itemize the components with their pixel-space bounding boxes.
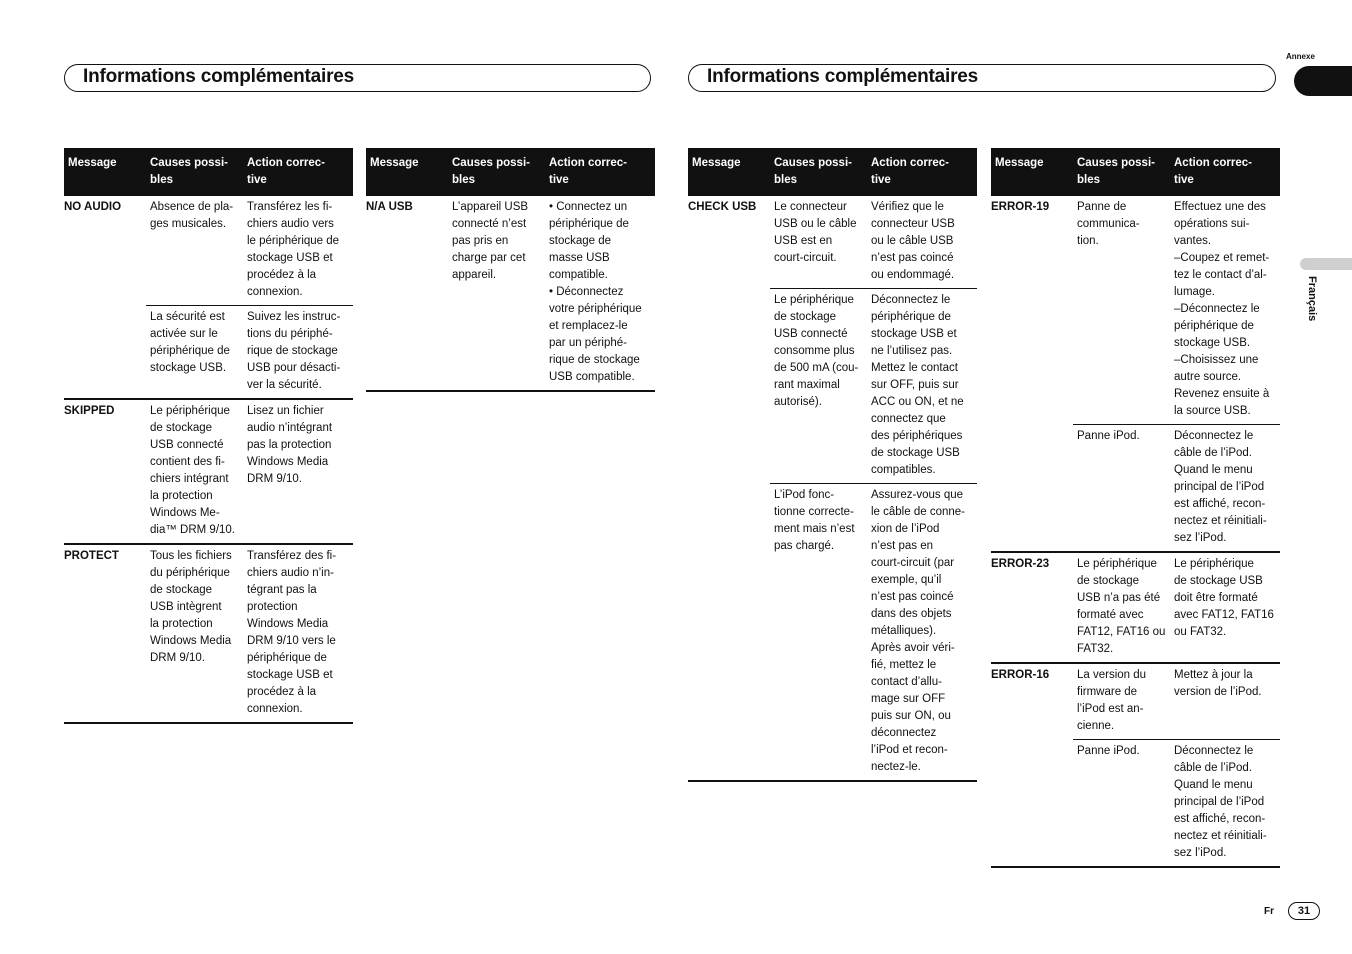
- corrective-action: Vérifiez que le connecteur USB ou le câble USB n’est pas coincé ou endommagé.: [871, 201, 955, 281]
- table-row: [64, 398, 353, 543]
- corrective-action: Assurez-vous que le câble de conne- xion de l’iPod n’est pas en court-circuit (par exemple, qu’il n’est pas coincé dans des objets métalliques). Après avoir véri- fié, mettez le contact d’allu- mage sur OFF puis sur ON, ou déconnectez l’iPod et recon- nectez-le.: [871, 489, 965, 773]
- table-header-row: [688, 148, 977, 196]
- cause-action-pair: [1073, 664, 1280, 739]
- error-message-code: SKIPPED: [64, 405, 115, 417]
- table-body: [64, 196, 353, 722]
- header-causes: Causes possi- bles: [150, 157, 228, 186]
- header-action: Action correc- tive: [1174, 157, 1252, 186]
- header-action: Action correc- tive: [549, 157, 627, 186]
- error-table-3: [688, 148, 977, 782]
- row-details: [146, 196, 353, 398]
- possible-cause: La sécurité est activée sur le périphérique de stockage USB.: [150, 311, 230, 374]
- table-row: [64, 543, 353, 722]
- possible-cause: La version du firmware de l’iPod est an- cienne.: [1077, 669, 1147, 732]
- row-details: [448, 196, 655, 390]
- table-row: [991, 662, 1280, 866]
- cause-action-pair: [770, 196, 977, 288]
- corrective-action: Transférez les fi- chiers audio vers le périphérique de stockage USB et procédez à la connexion.: [247, 201, 340, 298]
- table-row: [366, 196, 655, 390]
- possible-cause: Le périphérique de stockage USB connecté consomme plus de 500 mA (cou- rant maximal autorisé).: [774, 294, 859, 408]
- table-row: [991, 551, 1280, 662]
- corrective-action: Le périphérique de stockage USB doit être formaté avec FAT12, FAT16 ou FAT32.: [1174, 558, 1274, 638]
- error-message-code: N/A USB: [366, 201, 413, 213]
- header-message: Message: [370, 157, 419, 169]
- header-causes: Causes possi- bles: [1077, 157, 1155, 186]
- error-message-code: ERROR-19: [991, 201, 1050, 213]
- header-message: Message: [995, 157, 1044, 169]
- possible-cause: Panne iPod.: [1077, 745, 1140, 757]
- left-page-title: Informations complémentaires: [83, 66, 355, 87]
- row-details: [1073, 553, 1280, 662]
- table-body: [991, 196, 1280, 866]
- error-table-4: [991, 148, 1280, 868]
- cause-action-pair: [1073, 739, 1280, 866]
- row-details: [1073, 664, 1280, 866]
- corrective-action: Effectuez une des opérations sui- vantes. –Coupez et remet- tez le contact d’al- lumage. –Déconnectez le périphérique de stockage USB. –Choisissez une autre source. Revenez ensuite à la source USB.: [1174, 201, 1270, 417]
- cause-action-pair: [146, 545, 353, 722]
- header-action: Action correc- tive: [247, 157, 325, 186]
- right-page-title: Informations complémentaires: [707, 66, 979, 87]
- row-details: [770, 196, 977, 780]
- cause-action-pair: [1073, 424, 1280, 551]
- annexe-label: Annexe: [1286, 52, 1315, 61]
- table-header-row: [64, 148, 353, 196]
- page-number: 31: [1288, 902, 1320, 920]
- error-message-code: CHECK USB: [688, 201, 757, 213]
- corrective-action: Transférez des fi- chiers audio n’in- tégrant pas la protection Windows Media DRM 9/10 vers le périphérique de stockage USB et procédez à la connexion.: [247, 550, 337, 715]
- possible-cause: Panne iPod.: [1077, 430, 1140, 442]
- error-message-code: ERROR-23: [991, 558, 1050, 570]
- possible-cause: Le périphérique de stockage USB n’a pas été formaté avec FAT12, FAT16 ou FAT32.: [1077, 558, 1166, 655]
- corrective-action: Lisez un fichier audio n’intégrant pas la protection Windows Media DRM 9/10.: [247, 405, 333, 485]
- error-message-code: NO AUDIO: [64, 201, 122, 213]
- left-page-title-bar: [64, 64, 651, 92]
- header-causes: Causes possi- bles: [452, 157, 530, 186]
- cause-action-pair: [146, 305, 353, 398]
- header-causes: Causes possi- bles: [774, 157, 852, 186]
- corrective-action: Déconnectez le câble de l’iPod. Quand le menu principal de l’iPod est affiché, recon- nectez et réinitiali- sez l’iPod.: [1174, 430, 1267, 544]
- error-message-code: ERROR-16: [991, 669, 1050, 681]
- table-body: [366, 196, 655, 390]
- header-action: Action correc- tive: [871, 157, 949, 186]
- possible-cause: L’appareil USB connecté n’est pas pris en charge par cet appareil.: [452, 201, 529, 281]
- language-tab: [1300, 258, 1352, 270]
- cause-action-pair: [1073, 553, 1280, 662]
- table-header-row: [991, 148, 1280, 196]
- row-details: [146, 400, 353, 543]
- cause-action-pair: [1073, 196, 1280, 424]
- cause-action-pair: [146, 196, 353, 305]
- corrective-action: Mettez à jour la version de l’iPod.: [1174, 669, 1262, 698]
- cause-action-pair: [770, 483, 977, 780]
- row-details: [146, 545, 353, 722]
- corrective-action: Déconnectez le périphérique de stockage USB et ne l’utilisez pas. Mettez le contact sur OFF, puis sur ACC ou ON, et ne connectez que des périphériques de stockage USB compatibles.: [871, 294, 964, 476]
- header-message: Message: [68, 157, 117, 169]
- possible-cause: Tous les fichiers du périphérique de stockage USB intègrent la protection Windows Media DRM 9/10.: [150, 550, 232, 664]
- language-code: Fr: [1264, 906, 1274, 917]
- possible-cause: L’iPod fonc- tionne correcte- ment mais n’est pas chargé.: [774, 489, 855, 552]
- corrective-action: Suivez les instruc- tions du périphé- rique de stockage USB pour désacti- ver la sécurité.: [247, 311, 341, 391]
- table-body: [688, 196, 977, 780]
- table-row: [688, 196, 977, 780]
- error-table-2: [366, 148, 655, 392]
- row-details: [1073, 196, 1280, 551]
- corrective-action: • Connectez un périphérique de stockage de masse USB compatible. • Déconnectez votre périphérique et remplacez-le par un périphé- rique de stockage USB compatible.: [549, 201, 642, 383]
- possible-cause: Le périphérique de stockage USB connecté contient des fi- chiers intégrant la protection Windows Me- dia™ DRM 9/10.: [150, 405, 236, 536]
- error-message-code: PROTECT: [64, 550, 119, 562]
- header-message: Message: [692, 157, 741, 169]
- cause-action-pair: [146, 400, 353, 543]
- possible-cause: Le connecteur USB ou le câble USB est en court-circuit.: [774, 201, 857, 264]
- annexe-tab: [1294, 66, 1352, 96]
- table-row: [991, 196, 1280, 551]
- possible-cause: Absence de pla- ges musicales.: [150, 201, 234, 230]
- corrective-action: Déconnectez le câble de l’iPod. Quand le menu principal de l’iPod est affiché, recon- nectez et réinitiali- sez l’iPod.: [1174, 745, 1267, 859]
- right-page-title-bar: [688, 64, 1276, 92]
- possible-cause: Panne de communica- tion.: [1077, 201, 1140, 247]
- error-table-1: [64, 148, 353, 724]
- language-label: Français: [1306, 276, 1318, 322]
- cause-action-pair: [448, 196, 655, 390]
- table-row: [64, 196, 353, 398]
- cause-action-pair: [770, 288, 977, 483]
- table-header-row: [366, 148, 655, 196]
